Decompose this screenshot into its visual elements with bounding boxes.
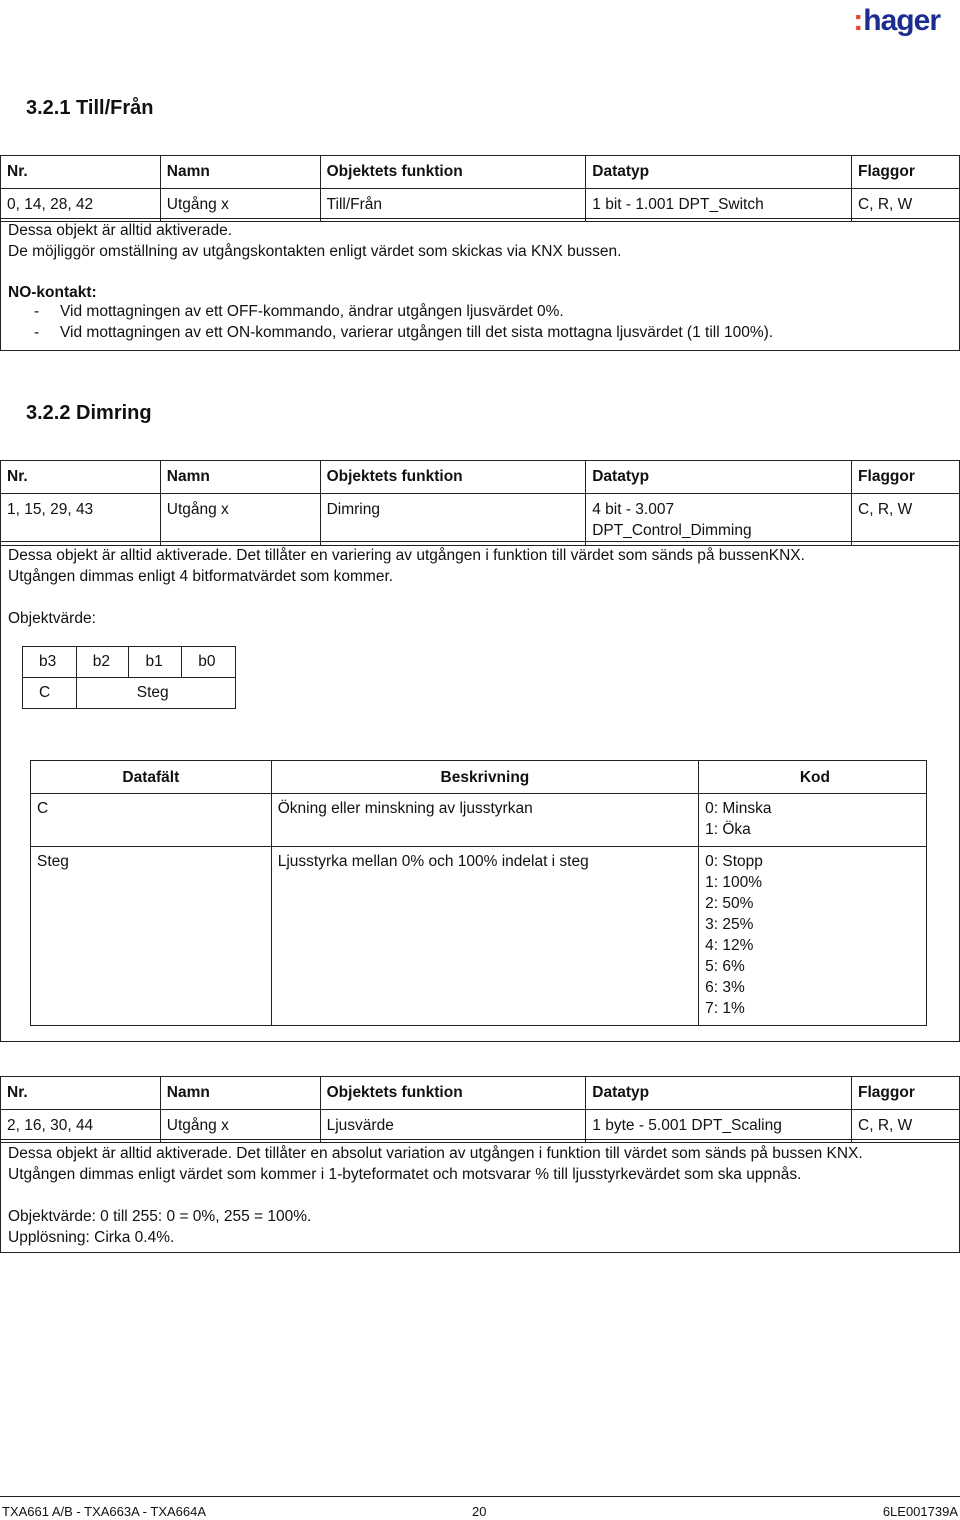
header-nr: Nr.	[1, 156, 161, 189]
field-description: Ökning eller minskning av ljusstyrkan	[271, 794, 698, 847]
field-codes	[699, 794, 927, 847]
bit-row	[23, 647, 236, 678]
table-row	[1, 189, 960, 222]
header-flaggor: Flaggor	[852, 1077, 960, 1110]
bit-cell: b3	[23, 647, 77, 678]
field-name: C	[31, 794, 272, 847]
logo-mark: :	[853, 4, 863, 37]
hager-logo	[853, 4, 940, 38]
table-row	[1, 494, 960, 546]
description-line: Dessa objekt är alltid aktiverade. Det tillåter en variering av utgången i funktion till värdet som sänds på bussenKNX.	[8, 547, 805, 564]
footer-document-code: 6LE001739A	[882, 1504, 958, 1519]
header-datatyp: Datatyp	[586, 156, 852, 189]
code-line: 1: Öka	[705, 821, 751, 838]
description-line: Utgången dimmas enligt 4 bitformatvärdet som kommer.	[8, 568, 394, 585]
object-table-ljusvarde	[0, 1076, 960, 1143]
cell-funktion: Till/Från	[320, 189, 586, 222]
header-flaggor: Flaggor	[852, 156, 960, 189]
header-kod: Kod	[699, 761, 927, 794]
cell-nr: 2, 16, 30, 44	[1, 1110, 161, 1143]
logo-text: hager	[863, 4, 940, 37]
cell-namn: Utgång x	[160, 1110, 320, 1143]
description-box-dimring	[0, 541, 960, 1042]
datatype-line: DPT_Control_Dimming	[592, 522, 752, 539]
object-table-dimring	[0, 460, 960, 546]
footer-product-codes: TXA661 A/B - TXA663A - TXA664A	[2, 1504, 207, 1519]
cell-datatyp: 1 byte - 5.001 DPT_Scaling	[586, 1110, 852, 1143]
footer-page-number: 20	[472, 1504, 487, 1519]
cell-flaggor: C, R, W	[852, 494, 960, 546]
object-value-label: Objektvärde:	[8, 610, 96, 627]
header-namn: Namn	[160, 156, 320, 189]
bit-cell-steg: Steg	[76, 678, 235, 709]
code-line: 0: Stopp	[705, 853, 763, 870]
cell-namn: Utgång x	[160, 494, 320, 546]
section-heading-till-fran: 3.2.1 Till/Från	[26, 97, 154, 119]
header-funktion: Objektets funktion	[320, 156, 586, 189]
table-header-row	[1, 1077, 960, 1110]
cell-nr: 1, 15, 29, 43	[1, 494, 161, 546]
header-datatyp: Datatyp	[586, 1077, 852, 1110]
field-codes	[699, 847, 927, 1026]
description-line: Dessa objekt är alltid aktiverade.	[8, 222, 233, 239]
header-namn: Namn	[160, 461, 320, 494]
header-nr: Nr.	[1, 1077, 161, 1110]
bit-format-table	[22, 646, 236, 709]
code-line: 2: 50%	[705, 895, 754, 912]
header-funktion: Objektets funktion	[320, 1077, 586, 1110]
cell-flaggor: C, R, W	[852, 1110, 960, 1143]
table-row	[31, 847, 927, 1026]
cell-namn: Utgång x	[160, 189, 320, 222]
datatype-line: 4 bit - 3.007	[592, 501, 675, 518]
table-header-row	[1, 461, 960, 494]
bit-row	[23, 678, 236, 709]
description-line: Dessa objekt är alltid aktiverade. Det tillåter en absolut variation av utgången i funktion till värdet som sänds på bussen KNX.	[8, 1145, 863, 1162]
code-line: 3: 25%	[705, 916, 754, 933]
table-header-row	[31, 761, 927, 794]
cell-datatyp: 1 bit - 1.001 DPT_Switch	[586, 189, 852, 222]
code-line: 1: 100%	[705, 874, 763, 891]
bit-cell: b0	[182, 647, 236, 678]
code-line: 7: 1%	[705, 1000, 745, 1017]
description-box-till-fran	[0, 218, 960, 351]
bullet-text: Vid mottagningen av ett ON-kommando, varierar utgången till det sista mottagna ljusvärdet (1 till 100%).	[60, 324, 774, 341]
table-row	[1, 1110, 960, 1143]
bullet-dash: -	[34, 324, 40, 341]
object-value-line: Objektvärde: 0 till 255: 0 = 0%, 255 = 100%.	[8, 1208, 312, 1225]
header-datatyp: Datatyp	[586, 461, 852, 494]
resolution-line: Upplösning: Cirka 0.4%.	[8, 1229, 175, 1246]
header-namn: Namn	[160, 1077, 320, 1110]
header-flaggor: Flaggor	[852, 461, 960, 494]
cell-datatyp	[586, 494, 852, 546]
bullet-dash: -	[34, 303, 40, 320]
section-heading-dimring: 3.2.2 Dimring	[26, 402, 152, 424]
code-line: 6: 3%	[705, 979, 745, 996]
bit-cell: b2	[76, 647, 129, 678]
description-line: Utgången dimmas enligt värdet som kommer i 1-byteformatet och motsvarar % till ljusstyrkevärdet som ska uppnås.	[8, 1166, 802, 1183]
field-name: Steg	[31, 847, 272, 1026]
footer-divider	[0, 1496, 960, 1497]
field-description: Ljusstyrka mellan 0% och 100% indelat i steg	[271, 847, 698, 1026]
table-header-row	[1, 156, 960, 189]
header-funktion: Objektets funktion	[320, 461, 586, 494]
cell-nr: 0, 14, 28, 42	[1, 189, 161, 222]
code-line: 0: Minska	[705, 800, 772, 817]
code-line: 4: 12%	[705, 937, 754, 954]
code-line: 5: 6%	[705, 958, 745, 975]
cell-funktion: Ljusvärde	[320, 1110, 586, 1143]
no-contact-label: NO-kontakt:	[8, 284, 97, 301]
bit-cell-c: C	[23, 678, 77, 709]
bullet-text: Vid mottagningen av ett OFF-kommando, ändrar utgången ljusvärdet 0%.	[60, 303, 564, 320]
header-beskrivning: Beskrivning	[271, 761, 698, 794]
bit-cell: b1	[129, 647, 182, 678]
description-box-ljusvarde	[0, 1139, 960, 1253]
header-datafalt: Datafält	[31, 761, 272, 794]
cell-flaggor: C, R, W	[852, 189, 960, 222]
cell-funktion: Dimring	[320, 494, 586, 546]
data-field-table	[30, 760, 927, 1026]
header-nr: Nr.	[1, 461, 161, 494]
description-line: De möjliggör omställning av utgångskontakten enligt värdet som skickas via KNX bussen.	[8, 243, 622, 260]
object-table-till-fran	[0, 155, 960, 222]
table-row	[31, 794, 927, 847]
